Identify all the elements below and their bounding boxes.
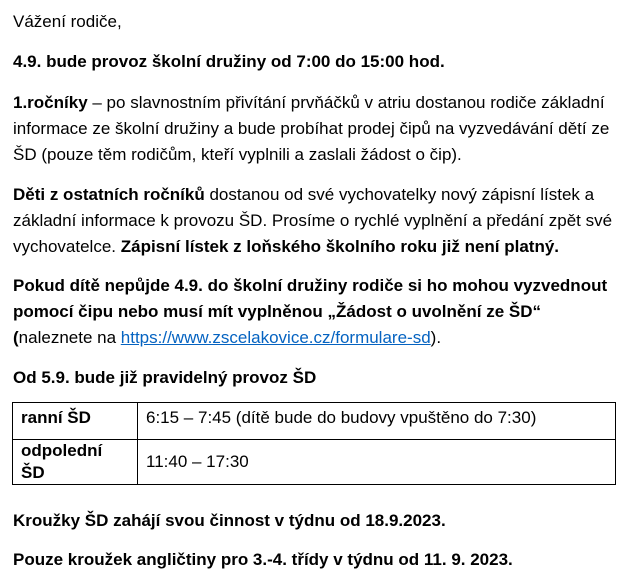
schedule-day-text: 4.9. bude provoz školní družiny od 7:00 do 15:00 hod. bbox=[13, 52, 445, 71]
regular-start bbox=[13, 365, 613, 391]
table-label: odpolední ŠD bbox=[13, 440, 138, 485]
other-grades-bold-end: Zápisní lístek z loňského školního roku již není platný. bbox=[120, 237, 560, 256]
english-text: Pouze kroužek angličtiny pro 3.-4. třídy v týdnu od 11. 9. 2023. bbox=[13, 550, 513, 569]
regular-start-text: Od 5.9. bude již pravidelný provoz ŠD bbox=[13, 368, 317, 387]
table-value: 11:40 – 17:30 bbox=[138, 440, 616, 485]
absence-bold: Pokud dítě nepůjde 4.9. do školní družiny rodiče si ho mohou vyzvednout pomocí čipu nebo musí mít vyplněnou „Žádost o uvolnění ze ŠD“ ( bbox=[13, 276, 608, 347]
clubs-text: Kroužky ŠD zahájí svou činnost v týdnu od 18.9.2023. bbox=[13, 511, 446, 530]
schedule-table bbox=[12, 402, 616, 485]
greeting: Vážení rodiče, bbox=[13, 12, 122, 31]
first-grade-bold: 1.ročníky bbox=[13, 93, 88, 112]
first-grade-text: – po slavnostním přivítání prvňáčků v atriu dostanou rodiče základní informace ze školní družiny a bude probíhat prodej čipů na vyzvedávání dětí ze ŠD (pouze těm rodičům, kteří vyplnili a zaslali žádost o čip). bbox=[13, 93, 610, 164]
absence-paragraph bbox=[13, 273, 613, 351]
formulare-link[interactable]: https://www.zscelakovice.cz/formulare-sd bbox=[120, 328, 431, 347]
other-grades-paragraph bbox=[13, 182, 613, 260]
absence-text-end: ). bbox=[430, 328, 442, 347]
table-row bbox=[13, 403, 616, 440]
first-grade-paragraph bbox=[13, 90, 613, 168]
english-notice bbox=[13, 547, 613, 573]
table-label: ranní ŠD bbox=[13, 403, 138, 440]
table-value: 6:15 – 7:45 (dítě bude do budovy vpuštěno do 7:30) bbox=[138, 403, 616, 440]
schedule-day bbox=[13, 49, 613, 75]
other-grades-bold: Děti z ostatních ročníků bbox=[13, 185, 205, 204]
other-grades-text: dostanou od své vychovatelky nový zápisní lístek a základní informace k provozu ŠD. Prosíme o rychlé vyplnění a předání zpět své vychovatelce. bbox=[13, 185, 613, 256]
absence-text: naleznete na bbox=[18, 328, 121, 347]
table-row bbox=[13, 440, 616, 485]
clubs-notice bbox=[13, 508, 613, 534]
